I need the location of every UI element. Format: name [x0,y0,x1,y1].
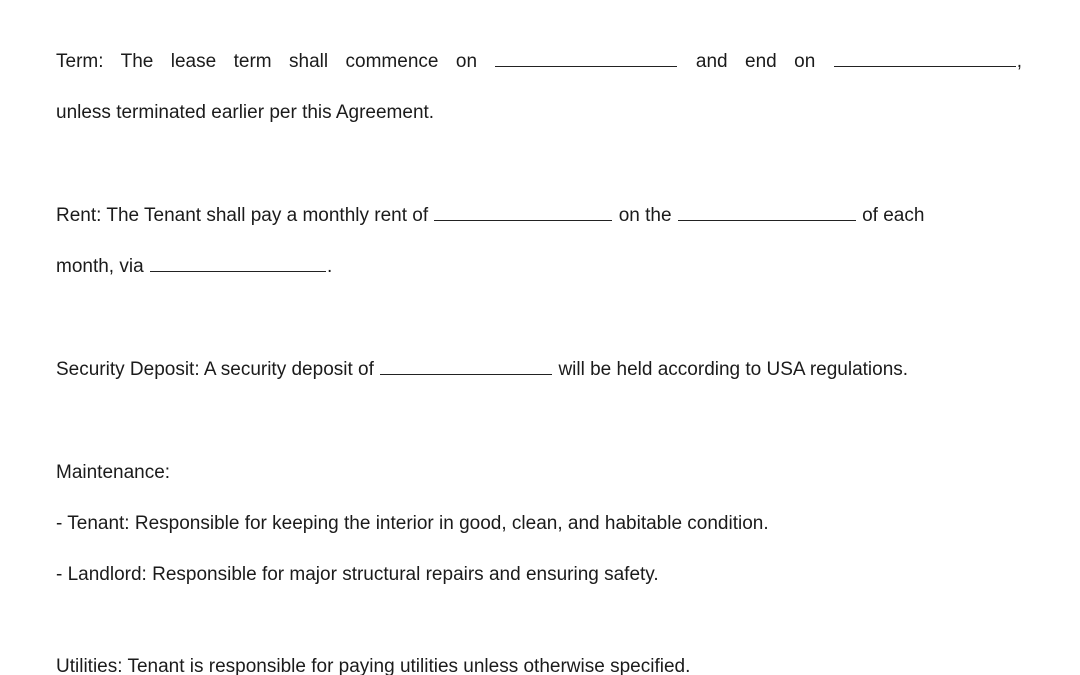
payment-method-blank[interactable] [150,256,326,272]
security-deposit-text-after-blank: will be held according to USA regulations. [558,359,909,380]
maintenance-item-landlord-text: - Landlord: Responsible for major structural repairs and ensuring safety. [56,564,659,585]
end-date-blank[interactable] [834,51,1016,67]
security-deposit-amount-blank[interactable] [380,359,552,375]
rent-clause-text-after-day-blank: of each [862,205,925,226]
term-clause-line-2 [56,101,1022,125]
term-clause-line-1 [56,50,1022,74]
utilities-clause [56,655,1022,675]
rent-clause-line-1 [56,204,1022,228]
maintenance-item-tenant [56,512,1022,536]
security-deposit-clause [56,358,1022,382]
term-clause-text-before-commence-blank: Term: The lease term shall commence on [56,51,478,72]
rent-clause-text-between-blanks: on the [618,205,672,226]
maintenance-heading-label: Maintenance: [56,462,171,483]
rent-clause-line-2 [56,255,1022,279]
term-clause-trailing-comma: , [1016,51,1023,72]
rent-clause-trailing-period: . [326,256,333,277]
monthly-rent-amount-blank[interactable] [434,205,612,221]
term-clause-continuation-text: unless terminated earlier per this Agreement. [56,102,435,123]
maintenance-heading [56,461,1022,485]
maintenance-item-landlord [56,563,1022,587]
term-clause-text-between-blanks: and end on [695,51,816,72]
rent-due-day-blank[interactable] [678,205,856,221]
commencement-date-blank[interactable] [495,51,677,67]
rent-payment-method-label: month, via [56,256,144,277]
utilities-clause-text: Utilities: Tenant is responsible for paying utilities unless otherwise specified. [56,656,691,675]
security-deposit-text-before-blank: Security Deposit: A security deposit of [56,359,374,380]
maintenance-item-tenant-text: - Tenant: Responsible for keeping the interior in good, clean, and habitable condition. [56,513,769,534]
rent-clause-text-before-amount-blank: Rent: The Tenant shall pay a monthly rent of [56,205,429,226]
